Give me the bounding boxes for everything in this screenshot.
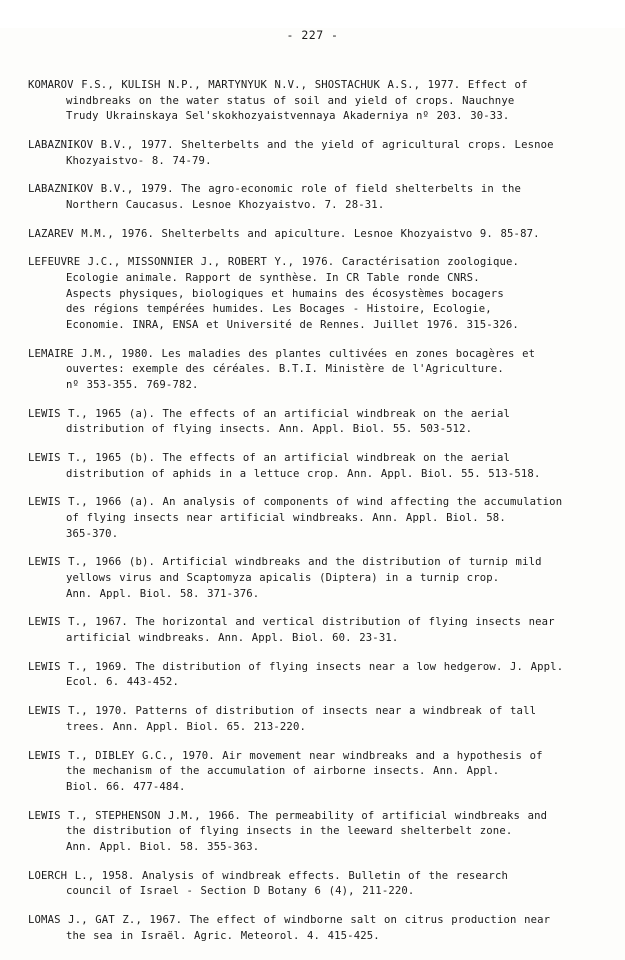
reference-entry	[28, 615, 581, 646]
reference-entry	[28, 227, 581, 243]
reference-line: Ecologie animale. Rapport de synthèse. In CR Table ronde CNRS.	[66, 272, 480, 285]
reference-line: artificial windbreaks. Ann. Appl. Biol. 60. 23-31.	[66, 632, 399, 645]
reference-entry	[28, 809, 581, 856]
reference-line: Ann. Appl. Biol. 58. 371-376.	[66, 587, 260, 600]
reference-line: yellows virus and Scaptomyza apicalis (Diptera) in a turnip crop.	[66, 572, 500, 585]
page-number: - 227 -	[286, 28, 339, 42]
reference-line: Ecol. 6. 443-452.	[66, 676, 179, 689]
reference-line: LEWIS T., DIBLEY G.C., 1970. Air movement near windbreaks and a hypothesis of	[28, 749, 543, 762]
reference-line: windbreaks on the water status of soil and yield of crops. Nauchnye	[66, 94, 515, 107]
reference-line: LAZAREV M.M., 1976. Shelterbelts and apiculture. Lesnoe Khozyaistvo 9. 85-87.	[28, 227, 540, 240]
reference-line: the distribution of flying insects in the leeward shelterbelt zone.	[66, 825, 513, 838]
reference-line: Northern Caucasus. Lesnoe Khozyaistvo. 7. 28-31.	[66, 199, 385, 212]
reference-line: des régions tempérées humides. Les Bocages - Histoire, Ecologie,	[66, 303, 492, 316]
reference-line: Aspects physiques, biologiques et humains des écosystèmes bocagers	[66, 287, 504, 300]
reference-line: KOMAROV F.S., KULISH N.P., MARTYNYUK N.V., SHOSTACHUK A.S., 1977. Effect of	[28, 79, 528, 91]
reference-line: LEWIS T., 1969. The distribution of flying insects near a low hedgerow. J. Appl.	[28, 660, 564, 673]
reference-entry	[28, 78, 581, 125]
reference-line: Economie. INRA, ENSA et Université de Rennes. Juillet 1976. 315-326.	[66, 319, 519, 332]
reference-entry	[28, 255, 581, 333]
reference-line: ouvertes: exemple des céréales. B.T.I. Ministère de l'Agriculture.	[66, 363, 504, 376]
reference-entry	[28, 869, 581, 900]
reference-line: Trudy Ukrainskaya Sel'skokhozyaistvennaya Akaderniya nº 203. 30-33.	[66, 110, 510, 123]
reference-line: of flying insects near artificial windbreaks. Ann. Appl. Biol. 58.	[66, 512, 506, 525]
reference-line: the sea in Israël. Agric. Meteorol. 4. 415-425.	[66, 929, 380, 942]
reference-line: the mechanism of the accumulation of airborne insects. Ann. Appl.	[66, 765, 500, 778]
reference-line: Biol. 66. 477-484.	[66, 780, 186, 793]
reference-line: 365-370.	[66, 527, 119, 540]
reference-entry	[28, 495, 581, 542]
reference-line: LEWIS T., 1965 (a). The effects of an artificial windbreak on the aerial	[28, 407, 511, 420]
reference-entry	[28, 660, 581, 691]
document-page	[0, 28, 625, 960]
reference-line: distribution of flying insects. Ann. Appl. Biol. 55. 503-512.	[66, 423, 473, 436]
reference-line: distribution of aphids in a lettuce crop. Ann. Appl. Biol. 55. 513-518.	[66, 467, 541, 480]
reference-line: LEMAIRE J.M., 1980. Les maladies des plantes cultivées en zones bocagères et	[28, 347, 536, 360]
reference-line: LEWIS T., 1966 (b). Artificial windbreaks and the distribution of turnip mild	[28, 556, 542, 569]
reference-entry	[28, 347, 581, 394]
reference-line: trees. Ann. Appl. Biol. 65. 213-220.	[66, 720, 307, 733]
reference-entry	[28, 138, 581, 169]
reference-entry	[28, 749, 581, 796]
reference-line: LABAZNIKOV B.V., 1979. The agro-economic role of field shelterbelts in the	[28, 183, 522, 196]
reference-line: LABAZNIKOV B.V., 1977. Shelterbelts and the yield of agricultural crops. Lesnoe	[28, 139, 554, 152]
reference-line: Ann. Appl. Biol. 58. 355-363.	[66, 840, 260, 853]
reference-line: council of Israel - Section D Botany 6 (4), 211-220.	[66, 885, 415, 898]
reference-line: LEWIS T., 1966 (a). An analysis of components of wind affecting the accumulation	[28, 496, 563, 509]
reference-line: LEWIS T., 1967. The horizontal and vertical distribution of flying insects near	[28, 616, 555, 629]
reference-line: LOERCH L., 1958. Analysis of windbreak effects. Bulletin of the research	[28, 869, 509, 882]
reference-line: LEWIS T., 1970. Patterns of distribution of insects near a windbreak of tall	[28, 705, 537, 718]
reference-entry	[28, 182, 581, 213]
reference-entry	[28, 913, 581, 944]
reference-entry	[28, 407, 581, 438]
reference-line: LOMAS J., GAT Z., 1967. The effect of windborne salt on citrus production near	[28, 913, 551, 926]
reference-entry	[28, 704, 581, 735]
reference-line: LEFEUVRE J.C., MISSONNIER J., ROBERT Y., 1976. Caractérisation zoologique.	[28, 256, 520, 269]
reference-list	[28, 78, 581, 944]
reference-line: LEWIS T., STEPHENSON J.M., 1966. The permeability of artificial windbreaks and	[28, 809, 548, 822]
reference-line: nº 353-355. 769-782.	[66, 379, 199, 392]
reference-line: LEWIS T., 1965 (b). The effects of an artificial windbreak on the aerial	[28, 452, 511, 465]
reference-entry	[28, 555, 581, 602]
reference-line: Khozyaistvo- 8. 74-79.	[66, 154, 212, 167]
reference-entry	[28, 451, 581, 482]
